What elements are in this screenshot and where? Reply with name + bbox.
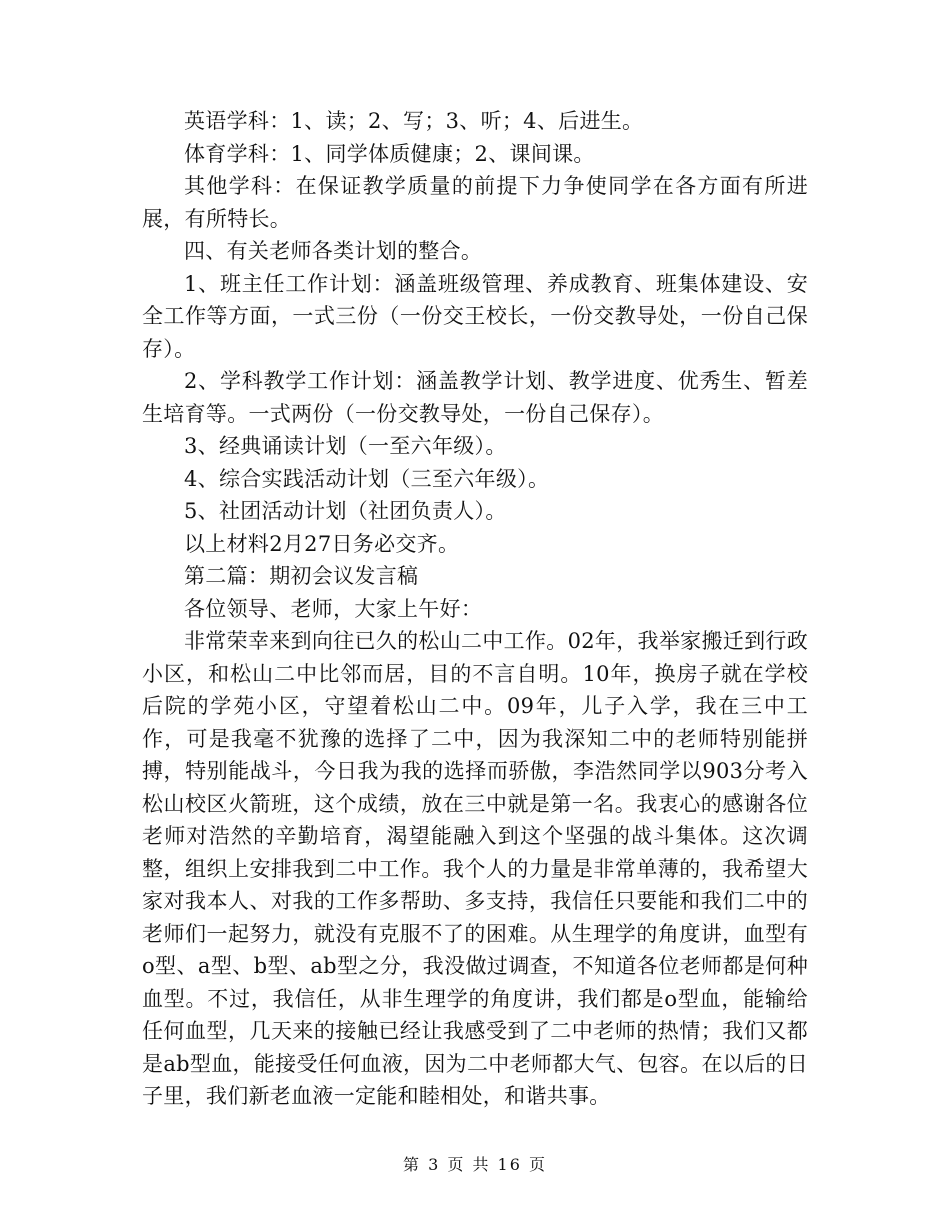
paragraph-classic-reading-plan: 3、经典诵读计划（一至六年级）。 [184, 434, 507, 458]
paragraph-practice-activity-plan: 4、综合实践活动计划（三至六年级）。 [184, 466, 550, 491]
paragraph-subject-teaching-plan: 2、学科教学工作计划：涵盖教学计划、教学进度、优秀生、暂差生培育等。一式两份（一份交教导处，一份自己保存）。 [142, 369, 808, 426]
page-number-footer: 第 3 页 共 16 页 [403, 1155, 547, 1174]
paragraph-english-subject: 英语学科：1、读；2、写；3、听；4、后进生。 [184, 109, 644, 133]
paragraph-class-teacher-plan: 1、班主任工作计划：涵盖班级管理、养成教育、班集体建设、安全工作等方面，一式三份（一份交王校长，一份交教导处，一份自己保存）。 [142, 271, 808, 361]
paragraph-club-activity-plan: 5、社团活动计划（社团负责人）。 [184, 499, 507, 523]
paragraph-other-subjects: 其他学科：在保证教学质量的前提下力争使同学在各方面有所进展，有所特长。 [142, 174, 808, 231]
section-heading-plans: 四、有关老师各类计划的整合。 [184, 239, 483, 263]
paragraph-pe-subject: 体育学科：1、同学体质健康；2、课间课。 [184, 141, 595, 166]
section-heading-speech: 第二篇：期初会议发言稿 [184, 564, 419, 588]
paragraph-greeting: 各位领导、老师，大家上午好： [184, 596, 483, 621]
paragraph-deadline: 以上材料2月27日务必交齐。 [184, 531, 460, 556]
paragraph-speech-body: 非常荣幸来到向往已久的松山二中工作。02年，我举家搬迁到行政小区，和松山二中比邻而居，目的不言自明。10年，换房子就在学校后院的学苑小区，守望着松山二中。09年，儿子入学，我在三中工作，可是我毫不犹豫的选择了二中，因为我深知二中的老师特别能拼搏，特别能战斗，今日我为我的选择而骄傲，李浩然同学以903分考入松山校区火箭班，这个成绩，放在三中就是第一名。我衷心的感谢各位老师对浩然的辛勤培育，渴望能融入到这个坚强的战斗集体。这次调整，组织上安排我到二中工作。我个人的力量是非常单薄的，我希望大家对我本人、对我的工作多帮助、多支持，我信任只要能和我们二中的老师们一起努力，就没有克服不了的困难。从生理学的角度讲，血型有o型、a型、b型、ab型之分，我没做过调查，不知道各位老师都是何种血型。不过，我信任，从非生理学的角度讲，我们都是o型血，能输给任何血型，几天来的接触已经让我感受到了二中老师的热情；我们又都是ab型血，能接受任何血液，因为二中老师都大气、包容。在以后的日子里，我们新老血液一定能和睦相处，和谐共事。 [142, 629, 808, 1108]
document-body [142, 105, 808, 1113]
